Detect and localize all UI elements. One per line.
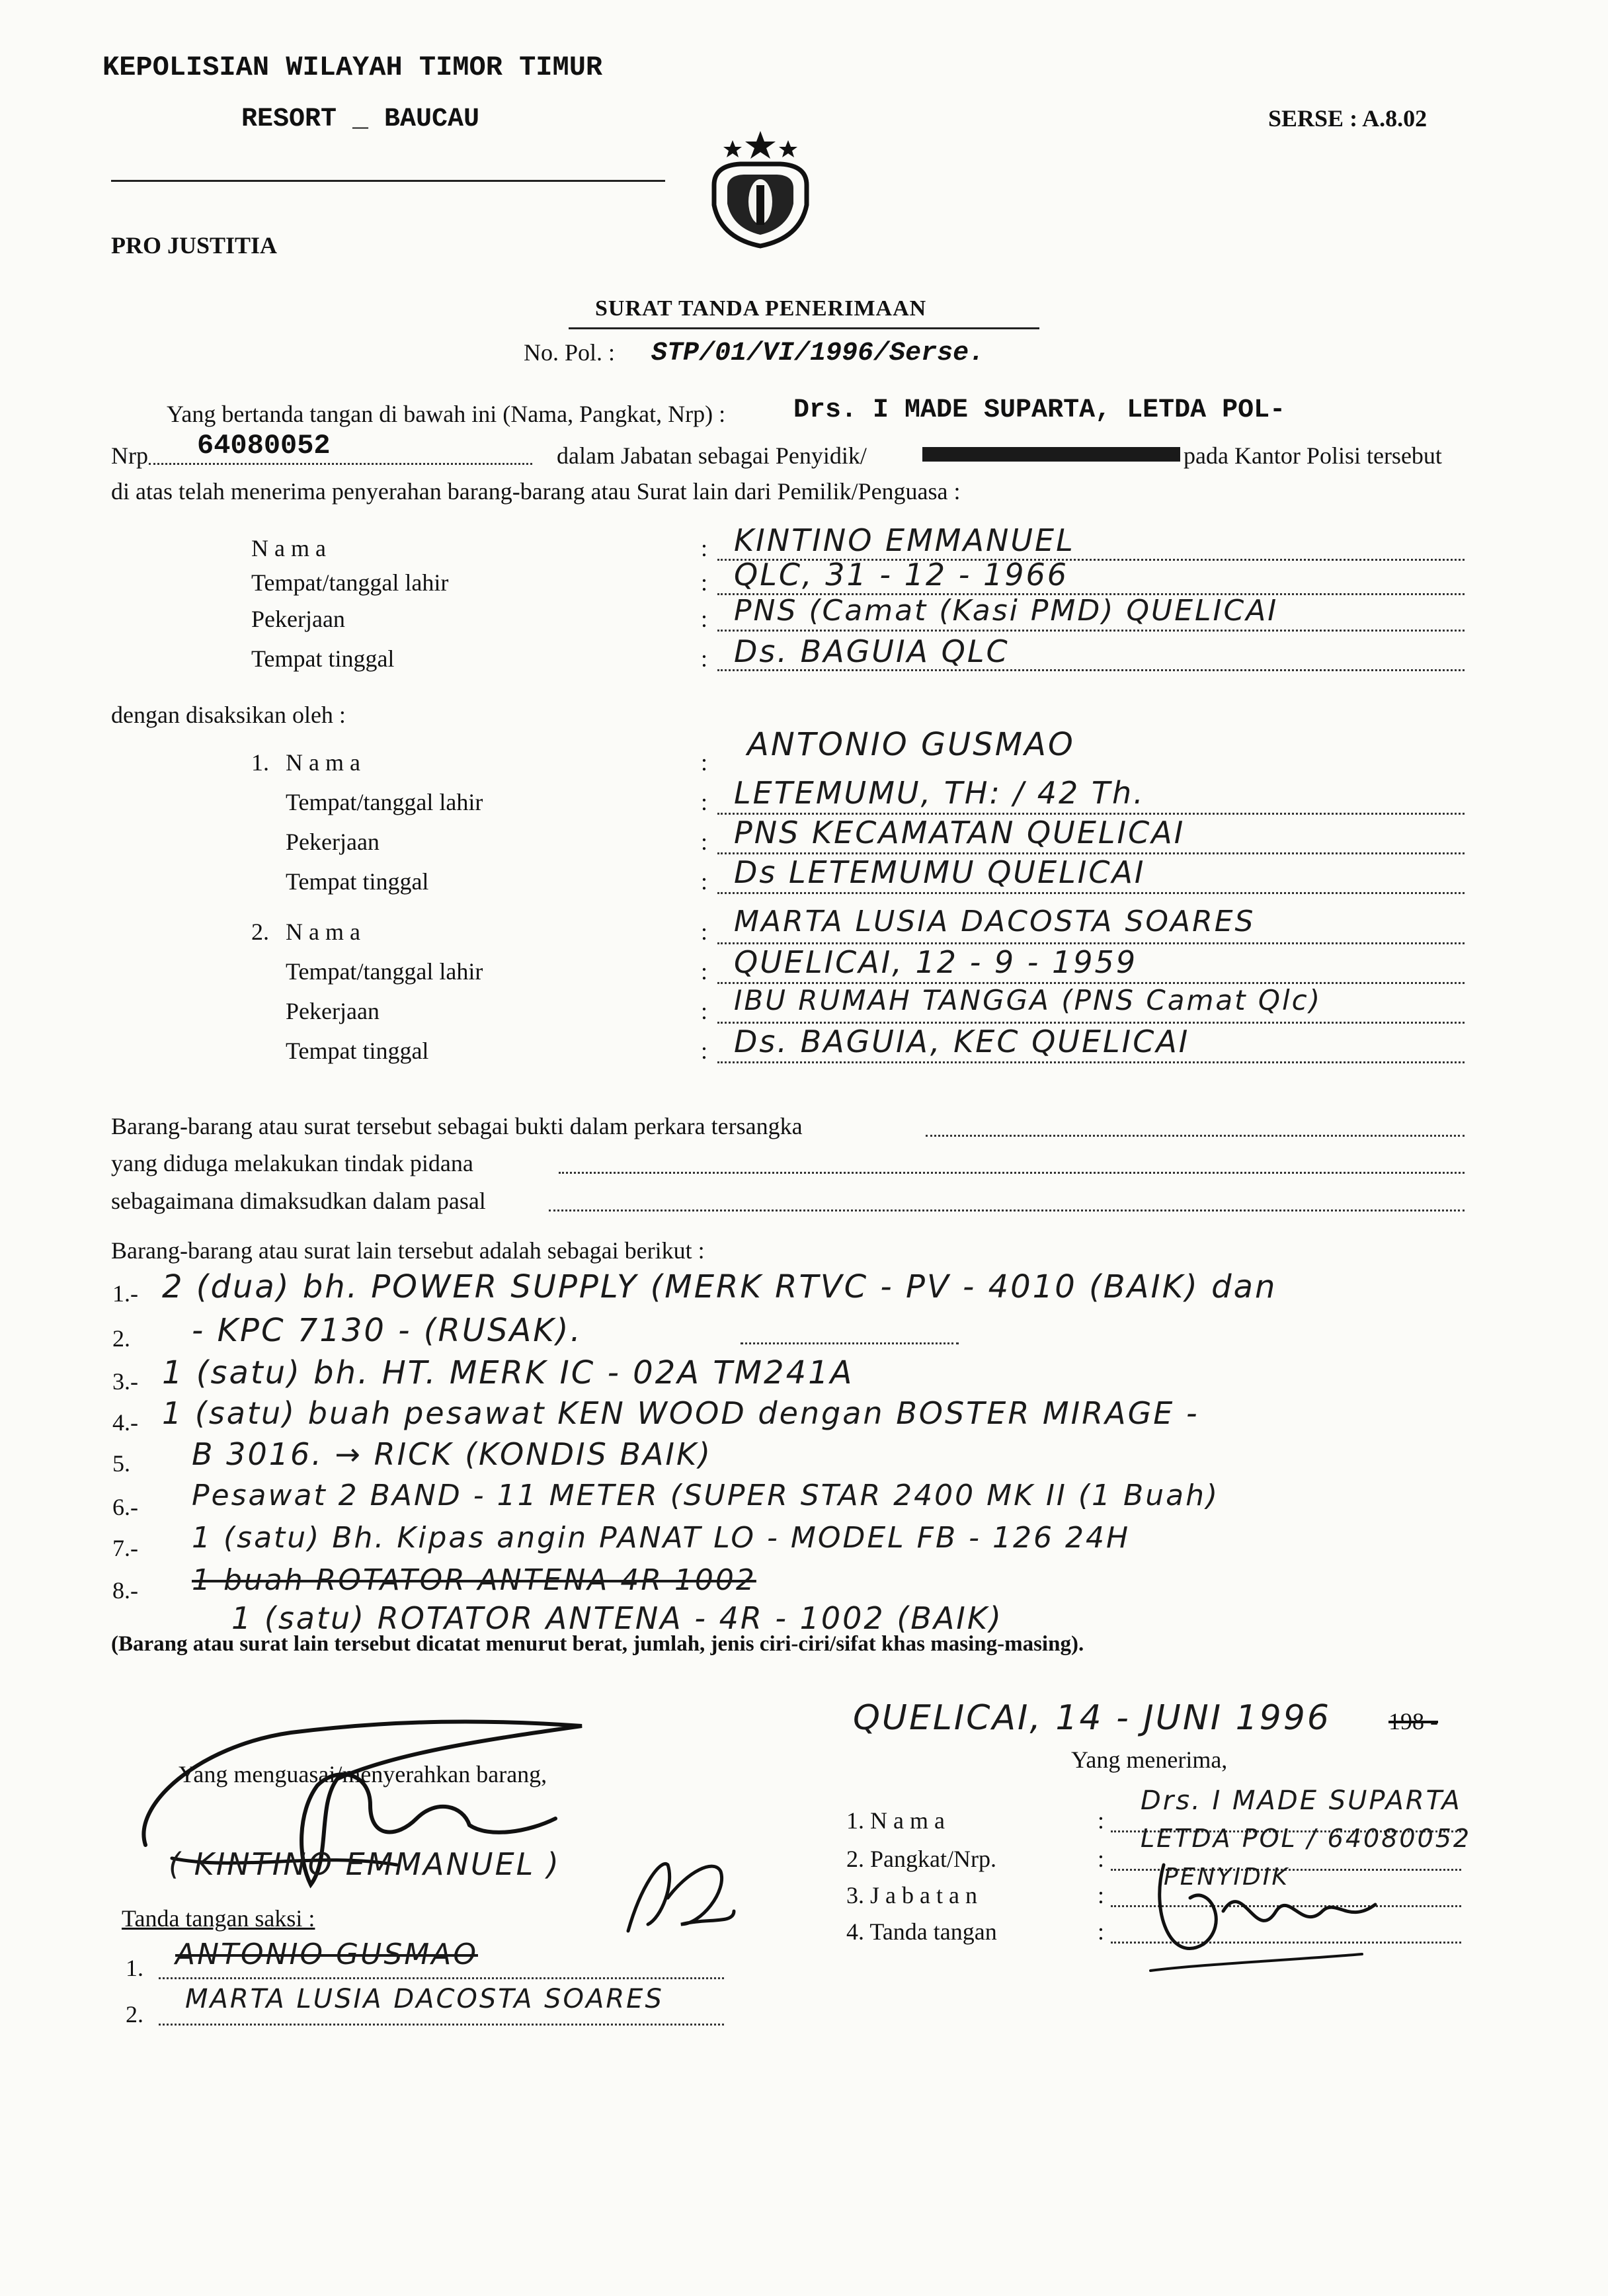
colon: :	[701, 1038, 708, 1064]
colon: :	[701, 998, 708, 1024]
witness-sign-2-number: 2.	[126, 2001, 143, 2028]
intro-line-2: dalam Jabatan sebagai Penyidik/	[557, 442, 867, 469]
owner-job-label: Pekerjaan	[251, 606, 345, 632]
dotted-line	[717, 1061, 1465, 1063]
item-number: 6.-	[112, 1494, 138, 1520]
colon: :	[701, 535, 708, 561]
dotted-line	[159, 1977, 724, 1979]
intro-line-3: di atas telah menerima penyerahan barang-barang atau Surat lain dari Pemilik/Penguasa :	[111, 478, 961, 505]
receiver-position-label: 3. J a b a t a n	[846, 1882, 977, 1908]
items-intro: Barang-barang atau surat lain tersebut adalah sebagai berikut :	[111, 1237, 705, 1264]
item-text: - KPC 7130 - (RUSAK).	[192, 1312, 583, 1349]
dotted-line	[717, 630, 1465, 632]
item-text: Pesawat 2 BAND - 11 METER (SUPER STAR 2400 MK II (1 Buah)	[192, 1479, 1220, 1512]
owner-birth-value: QLC, 31 - 12 - 1966	[734, 557, 1069, 593]
item-text: 1 (satu) buah pesawat KEN WOOD dengan BOSTER MIRAGE -	[162, 1395, 1199, 1431]
witness-sign-2-value: MARTA LUSIA DACOSTA SOARES	[185, 1984, 664, 2014]
owner-job-value: PNS (Camat (Kasi PMD) QUELICAI	[734, 594, 1279, 628]
item-number: 5.	[112, 1450, 130, 1477]
item-number: 8.-	[112, 1577, 138, 1604]
witness-2-birth-label: Tempat/tanggal lahir	[286, 958, 483, 985]
witness-sign-caption: Tanda tangan saksi :	[122, 1905, 315, 1932]
item-number: 4.-	[112, 1409, 138, 1436]
receiver-signature-label: 4. Tanda tangan	[846, 1918, 997, 1945]
dotted-line	[559, 1172, 1465, 1174]
case-line-1: Barang-barang atau surat tersebut sebagai bukti dalam perkara tersangka	[111, 1113, 803, 1139]
item-text: 1 (satu) ROTATOR ANTENA - 4R - 1002 (BAIK)	[231, 1600, 1003, 1636]
colon: :	[701, 919, 708, 945]
nrp-label: Nrp	[111, 442, 148, 469]
colon: :	[701, 789, 708, 815]
witness-sign-1-value: ANTONIO GUSMAO	[175, 1938, 478, 1971]
receiver-rank-value: LETDA POL / 64080052	[1141, 1824, 1472, 1853]
witness-intro: dengan disaksikan oleh :	[111, 702, 346, 728]
place-date: QUELICAI, 14 - JUNI 1996	[853, 1698, 1331, 1738]
witness-initials-signature	[622, 1845, 741, 1944]
org-resort: RESORT _ BAUCAU	[241, 104, 480, 134]
witness-1-job-value: PNS KECAMATAN QUELICAI	[734, 815, 1186, 850]
org-name: KEPOLISIAN WILAYAH TIMOR TIMUR	[102, 52, 603, 83]
witness-2-name-label: N a m a	[286, 919, 360, 945]
owner-address-value: Ds. BAGUIA QLC	[734, 634, 1010, 669]
colon: :	[1098, 1882, 1105, 1908]
receiver-name-value: Drs. I MADE SUPARTA	[1141, 1785, 1462, 1816]
title-rule	[569, 327, 1039, 329]
intro-line-2-end: pada Kantor Polisi tersebut	[1184, 442, 1442, 469]
receiver-caption: Yang menerima,	[1071, 1746, 1228, 1773]
receiver-rank-label: 2. Pangkat/Nrp.	[846, 1846, 996, 1872]
witness-1-birth-value: LETEMUMU, TH: / 42 Th.	[734, 775, 1145, 811]
owner-name-value: KINTINO EMMANUEL	[734, 522, 1075, 558]
witness-1-birth-label: Tempat/tanggal lahir	[286, 789, 483, 815]
colon: :	[701, 749, 708, 776]
no-pol-label: No. Pol. :	[524, 339, 616, 366]
receiver-name-label: 1. N a m a	[846, 1807, 945, 1834]
colon: :	[701, 645, 708, 672]
owner-birth-label: Tempat/tanggal lahir	[251, 569, 449, 596]
witness-2-number: 2.	[251, 919, 269, 945]
document-title: SURAT TANDA PENERIMAAN	[595, 296, 927, 321]
item-text: 1 (satu) bh. HT. MERK IC - 02A TM241A	[162, 1354, 854, 1391]
item-number: 1.-	[112, 1280, 138, 1307]
signer-typed: Drs. I MADE SUPARTA, LETDA POL-	[793, 395, 1286, 425]
case-line-2: yang diduga melakukan tindak pidana	[111, 1150, 473, 1176]
form-code: SERSE : A.8.02	[1268, 105, 1427, 132]
witness-1-address-value: Ds LETEMUMU QUELICAI	[734, 854, 1146, 890]
colon: :	[1098, 1918, 1105, 1945]
item-number: 2.	[112, 1325, 130, 1352]
dotted-line	[549, 1210, 1465, 1211]
item-text: 1 (satu) Bh. Kipas angin PANAT LO - MODEL FB - 126 24H	[192, 1521, 1131, 1555]
colon: :	[701, 868, 708, 895]
witness-1-address-label: Tempat tinggal	[286, 868, 429, 895]
witness-2-address-value: Ds. BAGUIA, KEC QUELICAI	[734, 1024, 1190, 1059]
owner-printed-name: ( KINTINO EMMANUEL )	[169, 1846, 561, 1882]
dotted-line	[717, 669, 1465, 671]
no-pol-value: STP/01/VI/1996/Serse.	[651, 339, 985, 368]
nrp-value: 64080052	[197, 430, 331, 462]
dotted-line	[159, 2024, 724, 2026]
colon: :	[1098, 1807, 1105, 1834]
header-rule	[111, 180, 665, 182]
item-number: 3.-	[112, 1368, 138, 1395]
witness-2-job-label: Pekerjaan	[286, 998, 380, 1024]
witness-2-birth-value: QUELICAI, 12 - 9 - 1959	[734, 944, 1138, 980]
intro-line-1: Yang bertanda tangan di bawah ini (Nama, Pangkat, Nrp) :	[167, 401, 726, 427]
owner-address-label: Tempat tinggal	[251, 645, 395, 672]
receiver-signature	[1124, 1838, 1402, 1990]
witness-1-name-label: N a m a	[286, 749, 360, 776]
receiver-position-value: PENYIDIK	[1164, 1864, 1289, 1891]
witness-2-address-label: Tempat tinggal	[286, 1038, 429, 1064]
colon: :	[1098, 1846, 1105, 1872]
dotted-line	[717, 892, 1465, 894]
colon: :	[701, 829, 708, 855]
witness-1-number: 1.	[251, 749, 269, 776]
witness-1-name-value: ANTONIO GUSMAO	[747, 726, 1075, 763]
dotted-line	[741, 1342, 959, 1344]
item-text-struck: 1 buah ROTATOR ANTENA 4R 1002	[192, 1563, 756, 1597]
witness-sign-1-number: 1.	[126, 1955, 143, 1981]
pro-justitia: PRO JUSTITIA	[111, 232, 278, 259]
dotted-line	[926, 1135, 1465, 1137]
colon: :	[701, 569, 708, 596]
owner-name-label: N a m a	[251, 535, 326, 561]
witness-2-job-value: IBU RUMAH TANGGA (PNS Camat Qlc)	[734, 984, 1322, 1016]
handover-caption: Yang menguasai/menyerahkan barang,	[179, 1761, 547, 1787]
item-text: 2 (dua) bh. POWER SUPPLY (MERK RTVC - PV - 4010 (BAIK) dan	[162, 1268, 1277, 1305]
colon: :	[701, 606, 708, 632]
redaction-bar	[922, 447, 1180, 462]
items-footer: (Barang atau surat lain tersebut dicatat menurut berat, jumlah, jenis ciri-ciri/sifat khas masing-masing).	[111, 1632, 1084, 1656]
witness-1-job-label: Pekerjaan	[286, 829, 380, 855]
case-line-3: sebagaimana dimaksudkan dalam pasal	[111, 1188, 486, 1214]
item-text: B 3016. → RICK (KONDIS BAIK)	[192, 1436, 713, 1472]
colon: :	[701, 958, 708, 985]
place-date-suffix: 198 -	[1388, 1708, 1438, 1735]
item-number: 7.-	[112, 1535, 138, 1561]
police-emblem	[701, 126, 820, 251]
nrp-dots	[149, 463, 532, 465]
witness-2-name-value: MARTA LUSIA DACOSTA SOARES	[734, 905, 1256, 938]
